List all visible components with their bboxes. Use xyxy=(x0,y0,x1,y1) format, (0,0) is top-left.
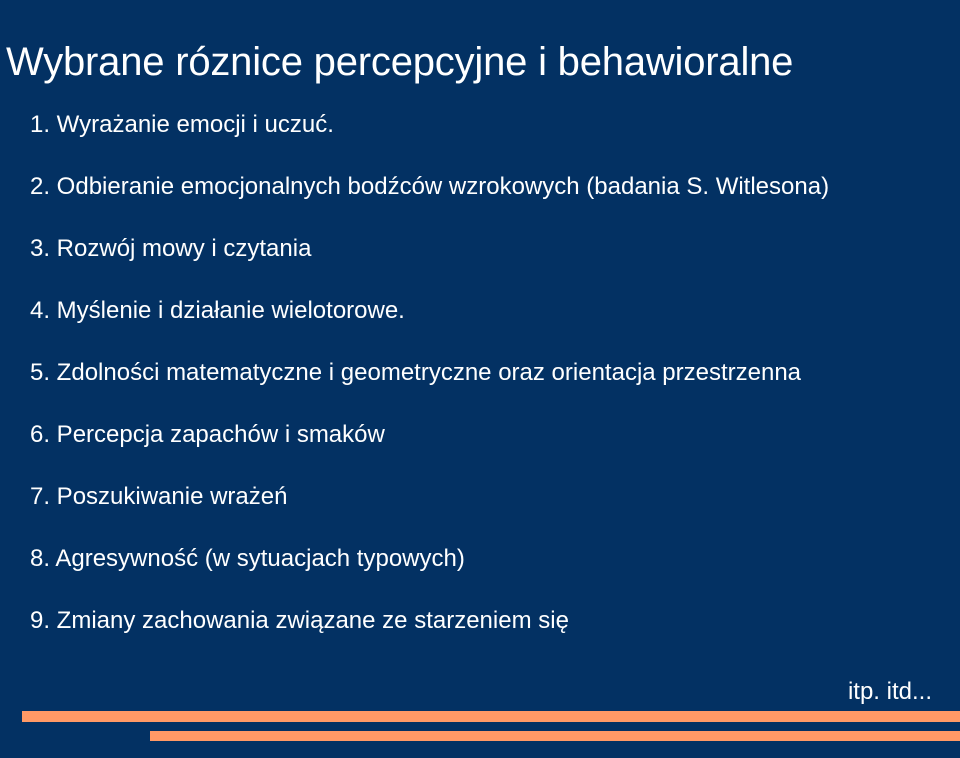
list-item: 6. Percepcja zapachów i smaków xyxy=(30,421,385,448)
list-item: 1. Wyrażanie emocji i uczuć. xyxy=(30,111,334,138)
accent-bar-top xyxy=(22,711,960,722)
bullet-list xyxy=(30,109,950,667)
list-item: 3. Rozwój mowy i czytania xyxy=(30,235,312,262)
accent-bar-bottom xyxy=(150,731,960,741)
list-item: 8. Agresywność (w sytuacjach typowych) xyxy=(30,545,465,572)
list-item: 4. Myślenie i działanie wielotorowe. xyxy=(30,297,405,324)
list-item: 2. Odbieranie emocjonalnych bodźców wzrokowych (badania S. Witlesona) xyxy=(30,173,830,200)
list-item: 5. Zdolności matematyczne i geometryczne oraz orientacja przestrzenna xyxy=(30,359,802,386)
list-item: 7. Poszukiwanie wrażeń xyxy=(30,483,288,510)
list-item: 9. Zmiany zachowania związane ze starzeniem się xyxy=(30,607,569,634)
slide-title: Wybrane róznice percepcyjne i behawioralne xyxy=(6,40,794,84)
footer-note: itp. itd... xyxy=(847,678,932,705)
